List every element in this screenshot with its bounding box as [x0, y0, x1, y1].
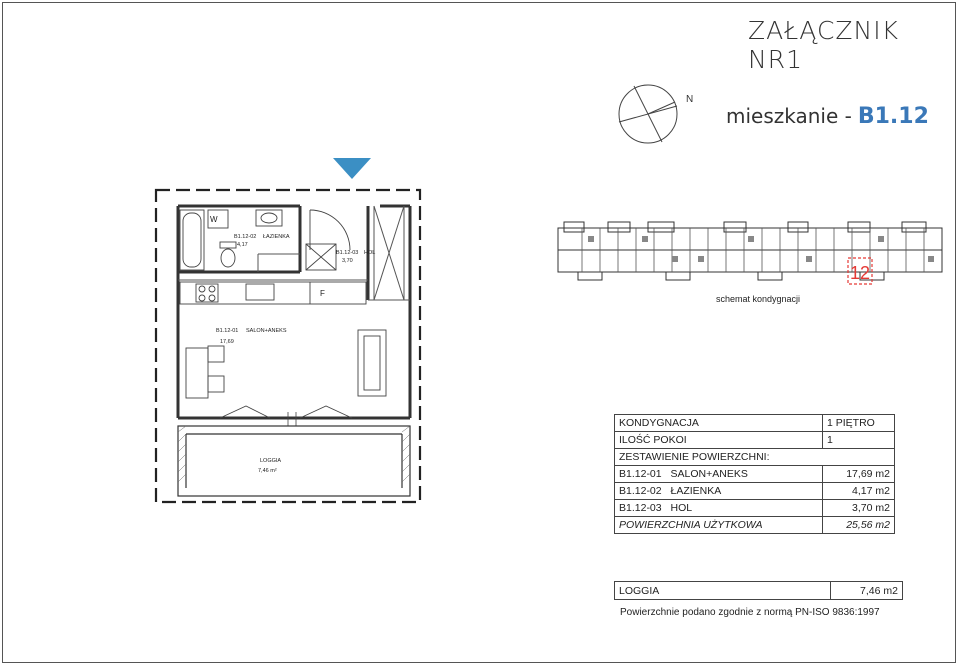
floor-plan — [150, 150, 430, 520]
room-name: HOL — [667, 500, 823, 517]
table-row — [615, 449, 895, 466]
table-row — [615, 466, 895, 483]
hall-code: B1.12-03 — [336, 250, 359, 256]
table-row — [615, 483, 895, 500]
floor-schema — [548, 216, 944, 290]
sheet-frame — [2, 2, 956, 663]
living-code: B1.12-01 — [216, 328, 239, 334]
schema-caption: schemat kondygnacji — [716, 294, 801, 304]
page-title: ZAŁĄCZNIK NR1 — [748, 16, 899, 74]
washer-label: W — [210, 215, 218, 224]
apartment-heading — [726, 104, 929, 129]
hall-name: HOL — [364, 250, 376, 256]
loggia-name: LOGGIA — [260, 458, 282, 464]
apartment-label: mieszkanie - — [726, 104, 852, 128]
bathroom-area: 4,17 — [237, 242, 248, 248]
bathroom-name: ŁAZIENKA — [263, 234, 290, 240]
table-row — [615, 432, 895, 449]
room-name: ŁAZIENKA — [667, 483, 823, 500]
floor-label: KONDYGNACJA — [615, 415, 823, 432]
north-compass-icon — [612, 80, 684, 152]
room-area: 17,69 m2 — [823, 466, 895, 483]
highlighted-unit-number: 12 — [850, 263, 871, 283]
hall-area: 3,70 — [342, 258, 353, 264]
total-area-value: 25,56 m2 — [823, 517, 895, 534]
entrance-marker-icon — [333, 158, 371, 179]
bathroom-code: B1.12-02 — [234, 234, 257, 240]
room-code: B1.12-01 — [615, 466, 667, 483]
room-area: 3,70 m2 — [823, 500, 895, 517]
room-code: B1.12-03 — [615, 500, 667, 517]
room-code: B1.12-02 — [615, 483, 667, 500]
apartment-code: B1.12 — [857, 104, 929, 129]
loggia-value: 7,46 m2 — [831, 582, 903, 600]
living-name: SALON+ANEKS — [246, 328, 287, 334]
total-area-label: POWIERZCHNIA UŻYTKOWA — [615, 517, 823, 534]
loggia-label: LOGGIA — [615, 582, 831, 600]
room-name: SALON+ANEKS — [667, 466, 823, 483]
loggia-table — [614, 581, 903, 600]
summary-label: ZESTAWIENIE POWIERZCHNI: — [615, 449, 895, 466]
table-row — [615, 517, 895, 534]
table-row — [615, 415, 895, 432]
fridge-label: F — [320, 289, 325, 298]
rooms-count-label: ILOŚĆ POKOI — [615, 432, 823, 449]
table-row — [615, 582, 903, 600]
floor-value: 1 PIĘTRO — [823, 415, 895, 432]
area-table — [614, 414, 895, 534]
standard-note: Powierzchnie podano zgodnie z normą PN-ISO 9836:1997 — [620, 607, 880, 618]
living-area: 17,69 — [220, 339, 234, 345]
rooms-count-value: 1 — [823, 432, 895, 449]
north-label: N — [686, 94, 694, 105]
room-area: 4,17 m2 — [823, 483, 895, 500]
loggia-area: 7,46 m² — [258, 468, 277, 474]
table-row — [615, 500, 895, 517]
